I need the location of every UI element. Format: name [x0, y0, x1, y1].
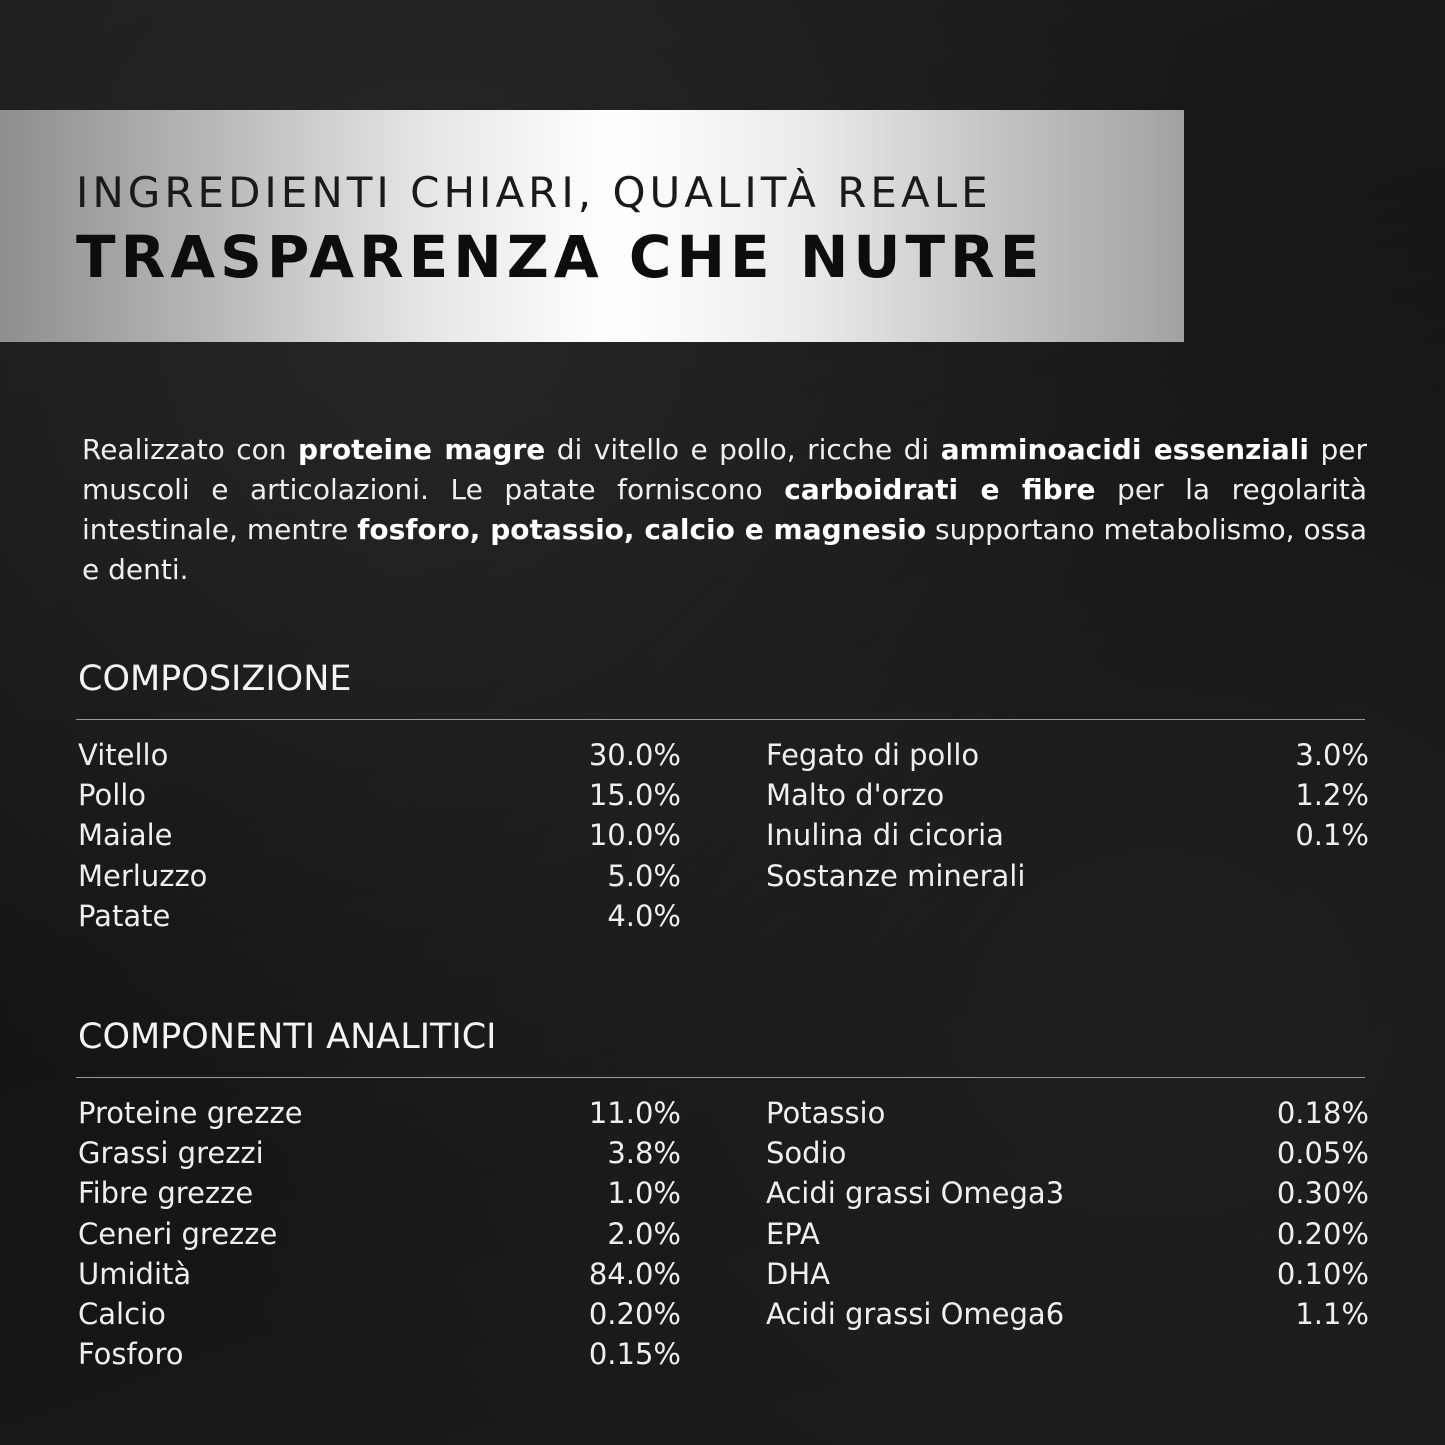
analitici-name: EPA	[766, 1216, 820, 1251]
analitici-value: 11.0%	[588, 1096, 681, 1130]
intro-highlight: amminoacidi essenziali	[940, 433, 1309, 466]
analitici-name: Fosforo	[78, 1337, 184, 1372]
analitici-row	[78, 1133, 681, 1173]
analitici-value: 0.18%	[1276, 1096, 1369, 1130]
analitici-name: Ceneri grezze	[78, 1216, 278, 1251]
composizione-row	[78, 856, 681, 896]
composizione-name: Fegato di pollo	[766, 738, 980, 772]
analitici-name: Fibre grezze	[78, 1176, 254, 1211]
analitici-name: Acidi grassi Omega3	[766, 1176, 1065, 1211]
analitici-row	[78, 1214, 681, 1254]
composizione-name: Vitello	[78, 738, 169, 772]
analitici-value: 3.8%	[607, 1136, 681, 1171]
section-title-composizione: COMPOSIZIONE	[78, 659, 352, 699]
analitici-row	[78, 1254, 681, 1294]
composizione-value: 1.2%	[1295, 778, 1369, 813]
analitici-row	[766, 1133, 1369, 1173]
composizione-row	[766, 775, 1369, 815]
composizione-name: Inulina di cicoria	[766, 818, 1004, 853]
divider-composizione	[76, 719, 1365, 720]
analitici-row	[766, 1173, 1369, 1213]
analitici-value: 2.0%	[607, 1216, 681, 1251]
analitici-row	[78, 1294, 681, 1334]
composizione-value: 5.0%	[607, 858, 681, 893]
analitici-value: 1.1%	[1295, 1296, 1369, 1331]
analitici-row	[766, 1214, 1369, 1254]
composizione-row	[78, 775, 681, 815]
composizione-name: Pollo	[78, 778, 147, 813]
intro-text: per la regolarità intestinale, mentre	[82, 473, 1367, 546]
composizione-value: 4.0%	[607, 898, 681, 933]
composizione-name: Merluzzo	[78, 858, 208, 893]
analitici-name: Acidi grassi Omega6	[766, 1296, 1065, 1331]
banner-title: TRASPARENZA CHE NUTRE	[76, 223, 1045, 291]
composizione-name: Sostanze minerali	[766, 858, 1026, 893]
analitici-value: 0.10%	[1276, 1256, 1369, 1291]
analitici-row	[766, 1294, 1369, 1334]
composizione-value: 0.1%	[1295, 818, 1369, 853]
intro-highlight: fosforo, potassio, calcio e magnesio	[357, 513, 927, 546]
analitici-row	[78, 1334, 681, 1374]
analitici-value: 0.15%	[588, 1337, 681, 1372]
composizione-name: Patate	[78, 898, 171, 933]
analitici-row	[766, 1254, 1369, 1294]
composizione-row	[766, 815, 1369, 855]
intro-text: di vitello e pollo, ricche di	[545, 433, 941, 466]
analitici-name: Calcio	[78, 1296, 166, 1331]
analitici-value: 84.0%	[588, 1256, 681, 1291]
intro-paragraph	[82, 430, 1367, 590]
intro-text: per muscoli e articolazioni. Le patate forniscono	[82, 433, 1367, 506]
composizione-value: 10.0%	[588, 818, 681, 853]
composizione-name: Maiale	[78, 818, 173, 853]
banner-subtitle: INGREDIENTI CHIARI, QUALITÀ REALE	[76, 168, 992, 217]
intro-text: Realizzato con	[82, 433, 299, 466]
intro-highlight: proteine magre	[298, 433, 546, 466]
analitici-row	[78, 1093, 681, 1133]
intro-text: supportano metabolismo, ossa e denti.	[82, 513, 1367, 586]
analitici-value: 0.30%	[1276, 1176, 1369, 1211]
analitici-name: Sodio	[766, 1136, 847, 1171]
composizione-left-column	[78, 735, 681, 936]
analitici-row	[78, 1173, 681, 1213]
intro-highlight: carboidrati e fibre	[784, 473, 1096, 506]
analitici-value: 0.05%	[1276, 1136, 1369, 1171]
analitici-value: 0.20%	[588, 1296, 681, 1331]
composizione-row	[766, 735, 1369, 775]
analitici-right-column	[766, 1093, 1369, 1334]
analitici-value: 0.20%	[1276, 1216, 1369, 1251]
section-title-analitici: COMPONENTI ANALITICI	[78, 1017, 497, 1057]
composizione-value: 30.0%	[588, 738, 681, 772]
composizione-row	[78, 735, 681, 775]
divider-analitici	[76, 1077, 1365, 1078]
analitici-value: 1.0%	[607, 1176, 681, 1211]
analitici-name: Proteine grezze	[78, 1096, 303, 1130]
analitici-name: Umidità	[78, 1256, 192, 1291]
analitici-name: Potassio	[766, 1096, 886, 1130]
analitici-left-column	[78, 1093, 681, 1374]
analitici-row	[766, 1093, 1369, 1133]
composizione-value: 3.0%	[1295, 738, 1369, 772]
composizione-right-column	[766, 735, 1369, 896]
composizione-row	[78, 815, 681, 855]
composizione-name: Malto d'orzo	[766, 778, 945, 813]
composizione-value: 15.0%	[588, 778, 681, 813]
analitici-name: DHA	[766, 1256, 830, 1291]
composizione-row	[766, 856, 1369, 896]
composizione-row	[78, 896, 681, 936]
header-banner	[0, 110, 1184, 342]
analitici-name: Grassi grezzi	[78, 1136, 264, 1171]
